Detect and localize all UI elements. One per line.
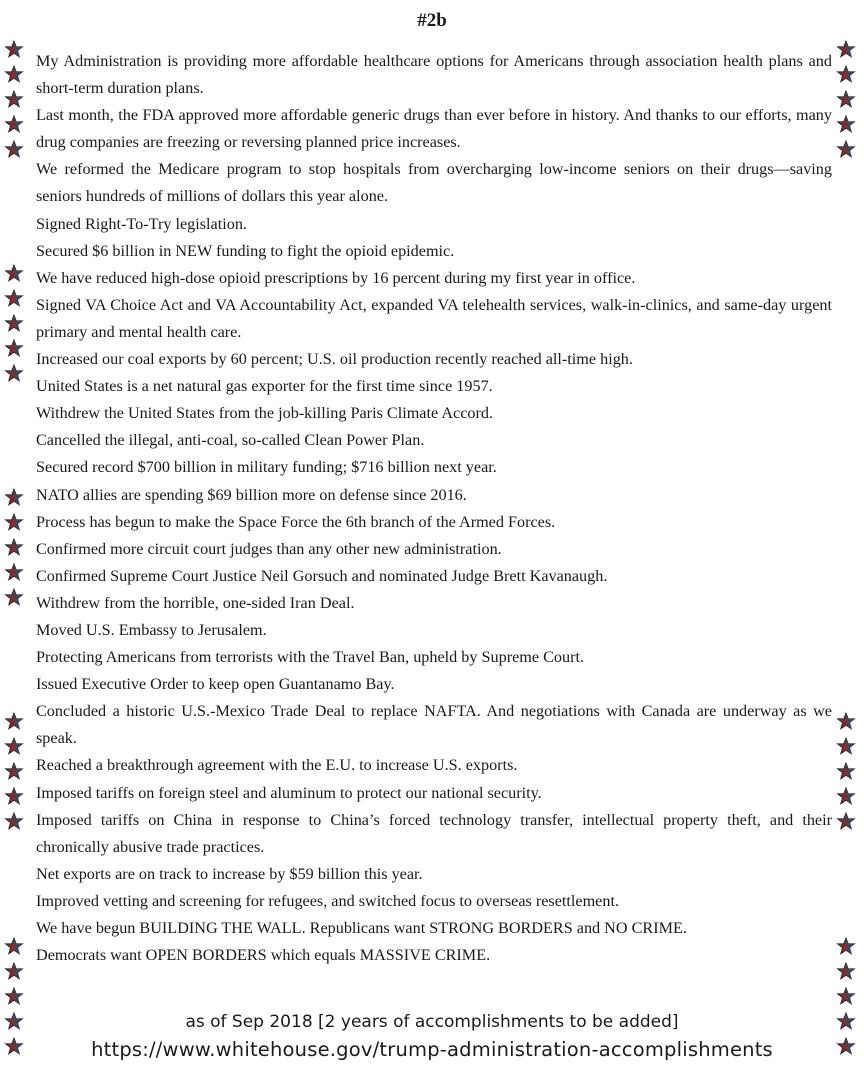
patriotic-star-icon bbox=[4, 937, 24, 955]
patriotic-star-icon bbox=[836, 40, 856, 58]
accomplishment-item: Imposed tariffs on foreign steel and aluminum to protect our national security. bbox=[36, 783, 542, 802]
patriotic-star-icon bbox=[836, 787, 856, 805]
patriotic-star-icon bbox=[4, 762, 24, 780]
accomplishment-item: My Administration is providing more affordable healthcare options for Americans through association health plans and short-term duration plans. bbox=[36, 52, 832, 98]
patriotic-star-icon bbox=[4, 538, 24, 556]
patriotic-star-icon bbox=[4, 40, 24, 58]
patriotic-star-icon bbox=[836, 1012, 856, 1030]
star-column-left bbox=[4, 264, 26, 389]
patriotic-star-icon bbox=[4, 737, 24, 755]
patriotic-star-icon bbox=[836, 737, 856, 755]
star-column-left bbox=[4, 937, 26, 1062]
patriotic-star-icon bbox=[4, 289, 24, 307]
patriotic-star-icon bbox=[4, 1012, 24, 1030]
accomplishments-list bbox=[36, 48, 832, 969]
accomplishment-item: Increased our coal exports by 60 percent; U.S. oil production recently reached all-time high. bbox=[36, 350, 633, 369]
patriotic-star-icon bbox=[4, 712, 24, 730]
accomplishment-item: Protecting Americans from terrorists with the Travel Ban, upheld by Supreme Court. bbox=[36, 648, 585, 667]
patriotic-star-icon bbox=[836, 65, 856, 83]
footer bbox=[0, 1009, 864, 1065]
accomplishment-item: Signed VA Choice Act and VA Accountability Act, expanded VA telehealth services, walk-in-clinics, and same-day urgent primary and mental health care. bbox=[36, 295, 832, 341]
accomplishment-item: Cancelled the illegal, anti-coal, so-called Clean Power Plan. bbox=[36, 431, 425, 450]
footer-date-note: as of Sep 2018 [2 years of accomplishments to be added] bbox=[185, 1012, 679, 1032]
patriotic-star-icon bbox=[4, 264, 24, 282]
page-title: #2b bbox=[417, 10, 447, 31]
star-column-right bbox=[836, 40, 858, 165]
patriotic-star-icon bbox=[836, 812, 856, 830]
accomplishment-item: Withdrew from the horrible, one-sided Iran Deal. bbox=[36, 593, 355, 612]
patriotic-star-icon bbox=[836, 762, 856, 780]
patriotic-star-icon bbox=[4, 987, 24, 1005]
patriotic-star-icon bbox=[836, 962, 856, 980]
patriotic-star-icon bbox=[4, 90, 24, 108]
accomplishment-item: Confirmed more circuit court judges than any other new administration. bbox=[36, 539, 502, 558]
patriotic-star-icon bbox=[4, 513, 24, 531]
patriotic-star-icon bbox=[4, 339, 24, 357]
patriotic-star-icon bbox=[4, 314, 24, 332]
accomplishment-item: Withdrew the United States from the job-killing Paris Climate Accord. bbox=[36, 404, 494, 423]
patriotic-star-icon bbox=[836, 1037, 856, 1055]
accomplishment-item: Secured $6 billion in NEW funding to fight the opioid epidemic. bbox=[36, 241, 455, 260]
accomplishment-item: Improved vetting and screening for refugees, and switched focus to overseas resettlement. bbox=[36, 891, 619, 910]
accomplishment-item: Concluded a historic U.S.-Mexico Trade Deal to replace NAFTA. And negotiations with Canada are underway as we speak. bbox=[36, 702, 832, 748]
patriotic-star-icon bbox=[4, 563, 24, 581]
accomplishment-item: Confirmed Supreme Court Justice Neil Gorsuch and nominated Judge Brett Kavanaugh. bbox=[36, 566, 608, 585]
accomplishment-item: Democrats want OPEN BORDERS which equals MASSIVE CRIME. bbox=[36, 946, 491, 965]
accomplishment-item: Imposed tariffs on China in response to China’s forced technology transfer, intellectual property theft, and their chronically abusive trade practices. bbox=[36, 810, 832, 856]
accomplishment-item: We reformed the Medicare program to stop hospitals from overcharging low-income seniors on their drugs—saving seniors hundreds of millions of dollars this year alone. bbox=[36, 160, 832, 206]
star-column-left bbox=[4, 488, 26, 613]
patriotic-star-icon bbox=[4, 962, 24, 980]
accomplishment-item: Net exports are on track to increase by $59 billion this year. bbox=[36, 864, 423, 883]
patriotic-star-icon bbox=[836, 90, 856, 108]
patriotic-star-icon bbox=[4, 588, 24, 606]
patriotic-star-icon bbox=[4, 364, 24, 382]
star-column-left bbox=[4, 40, 26, 165]
patriotic-star-icon bbox=[836, 987, 856, 1005]
patriotic-star-icon bbox=[4, 787, 24, 805]
accomplishment-item: Reached a breakthrough agreement with the E.U. to increase U.S. exports. bbox=[36, 756, 518, 775]
accomplishment-item: We have reduced high-dose opioid prescriptions by 16 percent during my first year in office. bbox=[36, 268, 636, 287]
accomplishment-item: Secured record $700 billion in military funding; $716 billion next year. bbox=[36, 458, 497, 477]
patriotic-star-icon bbox=[4, 140, 24, 158]
accomplishment-item: NATO allies are spending $69 billion more on defense since 2016. bbox=[36, 485, 467, 504]
star-column-right bbox=[836, 937, 858, 1062]
star-column-right bbox=[836, 712, 858, 837]
star-column-left bbox=[4, 712, 26, 837]
accomplishment-item: Issued Executive Order to keep open Guantanamo Bay. bbox=[36, 675, 395, 694]
patriotic-star-icon bbox=[4, 1037, 24, 1055]
accomplishment-item: Moved U.S. Embassy to Jerusalem. bbox=[36, 620, 267, 639]
footer-url: https://www.whitehouse.gov/trump-administration-accomplishments bbox=[91, 1038, 773, 1061]
patriotic-star-icon bbox=[836, 115, 856, 133]
accomplishment-item: We have begun BUILDING THE WALL. Republicans want STRONG BORDERS and NO CRIME. bbox=[36, 919, 687, 937]
patriotic-star-icon bbox=[836, 937, 856, 955]
patriotic-star-icon bbox=[4, 115, 24, 133]
patriotic-star-icon bbox=[836, 140, 856, 158]
patriotic-star-icon bbox=[836, 712, 856, 730]
accomplishment-item: Last month, the FDA approved more affordable generic drugs than ever before in history. And thanks to our efforts, many drug companies are freezing or reversing planned price increases. bbox=[36, 106, 832, 152]
patriotic-star-icon bbox=[4, 488, 24, 506]
patriotic-star-icon bbox=[4, 812, 24, 830]
accomplishment-item: United States is a net natural gas exporter for the first time since 1957. bbox=[36, 377, 493, 396]
patriotic-star-icon bbox=[4, 65, 24, 83]
accomplishment-item: Signed Right-To-Try legislation. bbox=[36, 214, 247, 233]
accomplishment-item: Process has begun to make the Space Force the 6th branch of the Armed Forces. bbox=[36, 512, 556, 531]
